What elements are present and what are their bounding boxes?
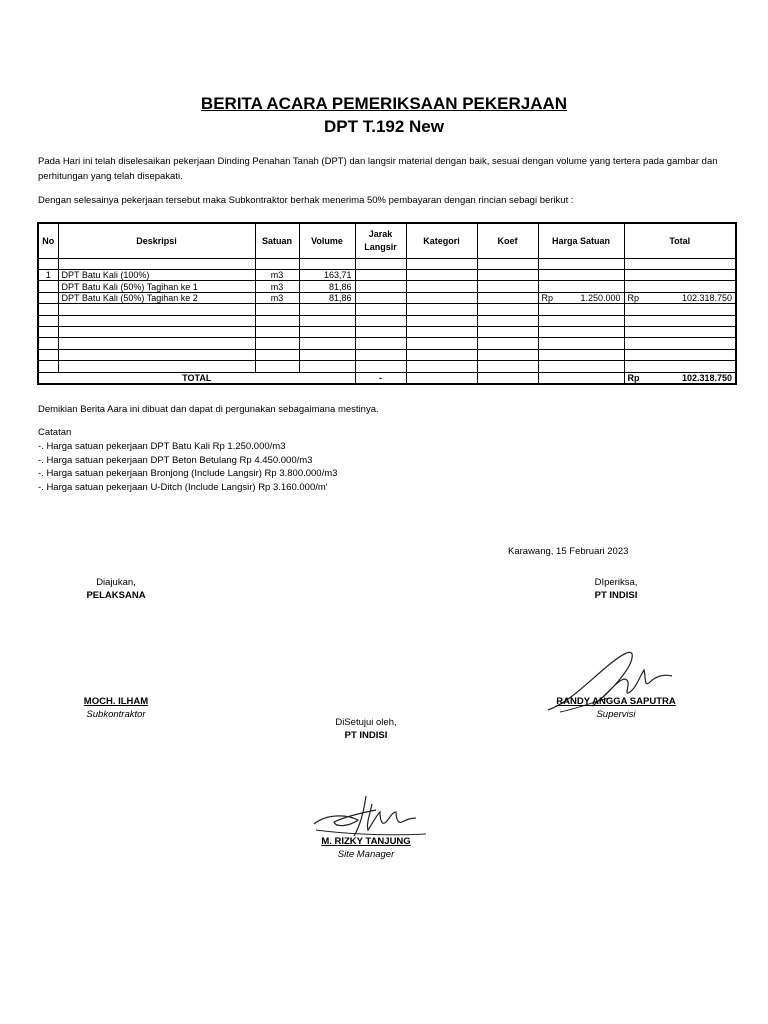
cell-volume: 81,86 [299,292,355,303]
cell-satuan: m3 [255,270,299,281]
table-row [38,326,736,337]
signature-caption: DIperiksa, [594,577,638,588]
cell-volume: 81,86 [299,281,355,292]
signature-org: PT INDISI [344,730,388,741]
cell-no [38,292,58,303]
work-table [37,222,737,385]
intro-paragraph: Pada Hari ini telah diselesaikan pekerjaan Dinding Penahan Tanah (DPT) dan langsir material dengan baik, sesuai dengan volume yang tertera pada gambar dan perhitungan yang telah disepakati. [38,156,718,182]
signature-block-proposer [56,577,176,601]
signatory-role: Subkontraktor [86,709,146,720]
signature-org: PT INDISI [594,590,638,601]
header-deskripsi: Deskripsi [58,223,255,259]
document-title: BERITA ACARA PEMERIKSAAN PEKERJAAN [200,94,568,113]
header-total: Total [624,223,736,259]
total-amount: 102.318.750 [681,372,732,383]
cell-total: 102.318.750 [681,292,732,303]
note-item: -. Harga satuan pekerjaan DPT Batu Kali Rp 1.250.000/m3 [38,440,286,452]
note-item: -. Harga satuan pekerjaan DPT Beton Betulang Rp 4.450.000/m3 [38,454,313,466]
table-row [38,338,736,349]
header-koef: Koef [477,223,538,259]
cell-deskripsi: DPT Batu Kali (50%) Tagihan ke 2 [58,292,255,303]
total-jarak: - [355,372,406,384]
note-item: -. Harga satuan pekerjaan U-Ditch (Include Langsir) Rp 3.160.000/m' [38,482,328,494]
cell-no [38,281,58,292]
signature-caption: DiSetujui oleh, [335,717,397,728]
table-row [38,349,736,360]
cell-deskripsi: DPT Batu Kali (50%) Tagihan ke 1 [58,281,255,292]
total-currency: Rp [627,372,640,383]
table-row [38,304,736,315]
cell-no: 1 [38,270,58,281]
signatory-name: MOCH. ILHAM [83,696,149,707]
notes-heading: Catatan [38,427,72,438]
document-subtitle: DPT T.192 New [324,117,444,136]
signature-name-checker [546,696,686,720]
cell-total-currency: Rp [627,292,640,303]
cell-volume: 163,71 [299,270,355,281]
signatory-name: RANDY ANGGA SAPUTRA [556,696,676,707]
signatory-role: Site Manager [337,849,395,860]
signature-org: PELAKSANA [86,590,146,601]
signature-block-checker [556,577,676,601]
table-row [38,281,736,292]
signature-block-approver [306,717,426,741]
table-row [38,361,736,372]
header-jarak-langsir: Jarak Langsir [355,223,406,259]
header-no: No [38,223,58,259]
table-row [38,270,736,281]
table-row [38,259,736,270]
table-row [38,315,736,326]
cell-satuan: m3 [255,281,299,292]
closing-statement: Demikian Berita Aara ini dibuat dan dapat di pergunakan sebagaimana mestinya. [38,404,379,415]
signature-name-approver [298,836,434,860]
cell-satuan: m3 [255,292,299,303]
cell-deskripsi: DPT Batu Kali (100%) [58,270,255,281]
signatory-role: Supervisi [596,709,636,720]
signature-caption: Diajukan, [96,577,136,588]
notes-section [38,426,337,495]
total-row [38,372,736,384]
signatory-name: M. RIZKY TANJUNG [321,836,411,847]
header-volume: Volume [299,223,355,259]
header-harga-satuan: Harga Satuan [538,223,624,259]
cell-harga: 1.250.000 [580,292,621,303]
table-row [38,292,736,303]
note-item: -. Harga satuan pekerjaan Bronjong (Include Langsir) Rp 3.800.000/m3 [38,468,338,480]
header-kategori: Kategori [406,223,477,259]
signature-name-proposer [56,696,176,720]
total-label: TOTAL [38,372,355,384]
header-satuan: Satuan [255,223,299,259]
place-date: Karawang, 15 Februari 2023 [508,546,629,557]
intro-paragraph-2: Dengan selesainya pekerjaan tersebut maka Subkontraktor berhak menerima 50% pembayaran dengan rincian sebagi berikut : [38,195,574,206]
cell-harga-currency: Rp [541,292,554,303]
